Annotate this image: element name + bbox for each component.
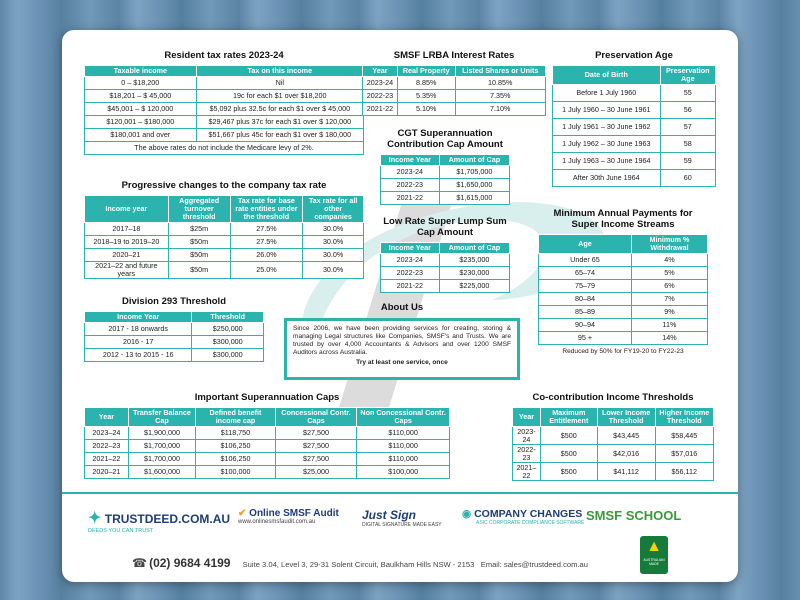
about-heading-wrap [284,302,520,317]
cell: $500 [540,463,597,481]
cell: 9% [631,306,707,319]
cell: 2023-24 [381,166,440,179]
cell: $27,500 [275,427,356,440]
cell: Under 65 [539,254,632,267]
cell: 57 [660,119,715,136]
table-row [539,267,708,280]
div293-section [84,296,264,362]
table-row [553,85,716,102]
cell: 80–84 [539,293,632,306]
table-row [553,119,716,136]
cell: 14% [631,332,707,345]
australian-made-logo [640,536,668,574]
email[interactable]: Email: sales@trustdeed.com.au [480,560,589,569]
cell: 58 [660,136,715,153]
audit-logo-text: Online SMSF Audit [249,508,339,519]
cell: $45,001 – $ 120,000 [85,103,197,116]
table-row [85,129,364,142]
table-row [539,319,708,332]
header-cell: Year [85,408,129,427]
table-row [381,192,510,205]
table-row [85,236,364,249]
table-row [539,306,708,319]
cell: $5,092 plus 32.5c for each $1 over $ 45,000 [196,103,363,116]
cell: 2022–23 [85,440,129,453]
cell: 2023-24 [363,77,398,90]
cell: $25m [168,223,230,236]
header-cell: Income year [85,196,169,223]
cell: 2023-24 [513,427,541,445]
cell: 30.0% [303,236,364,249]
justsign-logo[interactable] [362,508,442,528]
header-cell: Lower Income Threshold [597,408,655,427]
table-row [85,427,450,440]
cell: $230,000 [439,267,509,280]
header-cell: Year [513,408,541,427]
table-row [513,463,714,481]
cell: 10.85% [455,77,546,90]
table-row [85,453,450,466]
company-tax-section [84,180,364,279]
cell: 30.0% [303,223,364,236]
resident-note: The above rates do not include the Medicare levy of 2%. [85,142,364,155]
cell: $1,700,000 [128,453,195,466]
cgt-section [380,128,510,205]
company-tax-table [84,195,364,279]
address: Suite 3.04, Level 3, 29-31 Solent Circuit, Baulkham Hills NSW - 2153 [242,560,475,569]
cell: 19c for each $1 over $18,200 [196,90,363,103]
cell: $27,500 [275,453,356,466]
lowrate-table [380,242,510,293]
table-row [513,445,714,463]
reference-card [62,30,738,582]
justsign-logo-text: Just Sign [362,508,417,522]
minimum-title: Minimum Annual Payments for Super Income Streams [553,208,693,230]
cell: 5% [631,267,707,280]
cell: $500 [540,445,597,463]
cell: After 30th June 1964 [553,170,661,187]
table-row [85,103,364,116]
online-smsf-audit-logo[interactable] [238,508,339,525]
cell: Nil [196,77,363,90]
cell: 56 [660,102,715,119]
cell: $100,000 [357,466,450,479]
cell: 2020–21 [85,249,169,262]
cell: $1,705,000 [439,166,509,179]
div293-table [84,311,264,362]
header-cell: Preservation Age [660,66,715,85]
cell: $100,000 [196,466,276,479]
header-cell: Taxable income [85,66,197,77]
cell: $42,016 [597,445,655,463]
cell: 2021-22 [381,280,440,293]
australian-made-label: AUSTRALIAN MADE [643,558,665,566]
trustdeed-mark-icon: ✦ [88,510,102,527]
cell: 2021-22 [363,103,398,116]
cell: 5.35% [397,90,455,103]
cell: $50m [168,262,230,279]
cell: $1,600,000 [128,466,195,479]
table-row [553,170,716,187]
cell: $180,001 and over [85,129,197,142]
header-cell: Income Year [381,243,440,254]
table-row [381,267,510,280]
cell: 0 – $18,200 [85,77,197,90]
cell: 2017–18 [85,223,169,236]
header-cell: Non Concessional Contr. Caps [357,408,450,427]
lrba-title: SMSF LRBA Interest Rates [393,50,515,61]
cell: 7.10% [455,103,546,116]
cell: 2023–24 [85,427,129,440]
trustdeed-logo[interactable] [88,508,230,534]
cell: 2021–22 and future years [85,262,169,279]
cell: $120,001 – $180,000 [85,116,197,129]
smsf-school-logo[interactable] [586,508,681,523]
resident-tax-section [84,50,364,155]
cell: $235,000 [439,254,509,267]
cell: 30.0% [303,262,364,279]
cell: $106,250 [196,440,276,453]
cell: 8.85% [397,77,455,90]
cell: $106,250 [196,453,276,466]
resident-tax-title: Resident tax rates 2023-24 [164,50,284,61]
about-cta: Try at least one service, once [356,359,448,366]
minimum-section [538,208,708,355]
cell: $43,445 [597,427,655,445]
header-cell: Minimum % Withdrawal [631,235,707,254]
cell: $56,112 [655,463,713,481]
header-cell: Real Property [397,66,455,77]
phone-number[interactable]: (02) 9684 4199 [149,556,231,570]
header-cell: Defined benefit income cap [196,408,276,427]
resident-tax-table [84,65,364,155]
company-tax-title: Progressive changes to the company tax rate [121,180,327,191]
cell: Before 1 July 1960 [553,85,661,102]
audit-url: www.onlinesmsfaudit.com.au [238,519,316,525]
table-row [539,280,708,293]
header-cell: Tax on this income [196,66,363,77]
preservation-table [552,65,716,187]
table-row [539,293,708,306]
table-row [363,90,546,103]
cell: $58,445 [655,427,713,445]
header-cell: Aggregated turnover threshold [168,196,230,223]
table-row [85,323,264,336]
cell: 2021–22 [513,463,541,481]
header-cell: Year [363,66,398,77]
header-cell: Tax rate for base rate entities under the threshold [230,196,303,223]
table-row [85,249,364,262]
trustdeed-logo-text: TRUSTDEED.COM.AU [104,512,231,526]
header-cell: Amount of Cap [439,243,509,254]
header-cell: Income Year [85,312,192,323]
trustdeed-tagline: DEEDS YOU CAN TRUST [88,528,154,534]
cell: $50m [168,236,230,249]
header-cell: Higher Income Threshold [655,408,713,427]
school-logo-text: SMSF SCHOOL [586,508,682,523]
header-cell: Age [539,235,632,254]
caps-title: Important Superannuation Caps [194,392,340,403]
globe-icon: ◉ [462,508,472,520]
cell: $225,000 [439,280,509,293]
cocontrib-table [512,407,714,481]
cell: $110,000 [357,453,450,466]
header-cell: Income Year [381,155,440,166]
header-cell: Tax rate for all other companies [303,196,364,223]
cell: 55 [660,85,715,102]
cell: 4% [631,254,707,267]
about-text: Since 2006, we have been providing services for creating, storing & managing Legal structures like Companies, SMSF's and Trusts. We are trusted by over 4,000 Accountants & Advisors and over 1200 SMSF Auditors across Australia. [293,325,511,356]
cell: 11% [631,319,707,332]
table-row [553,136,716,153]
cell: 2021–22 [85,453,129,466]
cell: 65–74 [539,267,632,280]
header-cell: Date of Birth [553,66,661,85]
cell: $18,201 – $ 45,000 [85,90,197,103]
header-cell: Threshold [192,312,264,323]
preservation-section [552,50,716,187]
minimum-note: Reduced by 50% for FY19-20 to FY22-23 [562,348,684,355]
cell: 2023-24 [381,254,440,267]
cell: $25,000 [275,466,356,479]
company-logo-text: COMPANY CHANGES [474,508,583,520]
cell: 60 [660,170,715,187]
cell: 75–79 [539,280,632,293]
cell: $27,500 [275,440,356,453]
table-row [85,142,364,155]
table-row [85,262,364,279]
cell: 30.0% [303,249,364,262]
cell: 2017 - 18 onwards [85,323,192,336]
table-row [539,332,708,345]
cell: 2022-23 [381,179,440,192]
cocontrib-title: Co-contribution Income Thresholds [532,392,694,403]
table-row [363,103,546,116]
cell: 85–89 [539,306,632,319]
cell: 7% [631,293,707,306]
lowrate-title: Low Rate Super Lump Sum Cap Amount [383,216,507,238]
table-row [85,116,364,129]
table-row [553,153,716,170]
cgt-table [380,154,510,205]
cell: $1,650,000 [439,179,509,192]
lowrate-section [380,216,510,293]
table-row [85,349,264,362]
cell: $1,900,000 [128,427,195,440]
table-row [85,90,364,103]
cell: $1,615,000 [439,192,509,205]
cell: 1 July 1963 – 30 June 1964 [553,153,661,170]
table-row [539,254,708,267]
cell: $118,750 [196,427,276,440]
about-title: About Us [380,302,424,313]
cell: 2020–21 [85,466,129,479]
kangaroo-icon: ▲ [646,538,662,555]
cell: 1 July 1961 – 30 June 1962 [553,119,661,136]
footer [62,492,738,582]
lrba-table [362,65,546,116]
cell: 90–94 [539,319,632,332]
cell: 1 July 1960 – 30 June 1961 [553,102,661,119]
cell: 27.5% [230,223,303,236]
header-cell: Amount of Cap [439,155,509,166]
cell: $300,000 [192,349,264,362]
cell: $110,000 [357,440,450,453]
table-row [381,166,510,179]
cell: $57,016 [655,445,713,463]
table-row [85,336,264,349]
table-row [381,179,510,192]
cell: $1,700,000 [128,440,195,453]
table-row [381,254,510,267]
header-cell: Transfer Balance Cap [128,408,195,427]
cell: $250,000 [192,323,264,336]
table-row [85,77,364,90]
cell: $500 [540,427,597,445]
cell: $51,667 plus 45c for each $1 over $ 180,000 [196,129,363,142]
cell: 1 July 1962 – 30 June 1963 [553,136,661,153]
header-cell: Listed Shares or Units [455,66,546,77]
contact-line [132,556,588,570]
cocontrib-section [512,392,714,481]
cell: 95 + [539,332,632,345]
caps-section [84,392,450,479]
cell: $41,112 [597,463,655,481]
phone-icon: ☎ [132,556,147,570]
cell: 2018–19 to 2019–20 [85,236,169,249]
table-row [381,280,510,293]
table-row [363,77,546,90]
cell: $300,000 [192,336,264,349]
minimum-table [538,234,708,345]
div293-title: Division 293 Threshold [122,296,226,307]
cell: 25.0% [230,262,303,279]
cell: 6% [631,280,707,293]
cell: 5.10% [397,103,455,116]
about-box [284,318,520,380]
cell: 59 [660,153,715,170]
preservation-title: Preservation Age [595,50,673,61]
company-changes-logo[interactable] [462,508,584,526]
cell: 2022-23 [363,90,398,103]
cell: 2016 - 17 [85,336,192,349]
cell: 2012 - 13 to 2015 - 16 [85,349,192,362]
cell: $110,000 [357,427,450,440]
table-row [553,102,716,119]
cell: 27.5% [230,236,303,249]
cell: 7.35% [455,90,546,103]
table-row [85,466,450,479]
cell: $29,467 plus 37c for each $1 over $ 120,000 [196,116,363,129]
cell: 2022-23 [381,267,440,280]
cell: 2021-22 [381,192,440,205]
cell: $50m [168,249,230,262]
cell: 26.0% [230,249,303,262]
caps-table [84,407,450,479]
cgt-title: CGT Superannuation Contribution Cap Amount [387,128,503,150]
table-row [85,440,450,453]
company-tagline: ASIC CORPORATE COMPLIANCE SOFTWARE [476,520,585,526]
table-row [513,427,714,445]
cell: 2022-23 [513,445,541,463]
checkmark-icon: ✔ [238,508,247,519]
table-row [85,223,364,236]
header-cell: Maximum Entitlement [540,408,597,427]
justsign-tagline: DIGITAL SIGNATURE MADE EASY [362,522,442,528]
header-cell: Concessional Contr. Caps [275,408,356,427]
lrba-section [362,50,546,116]
